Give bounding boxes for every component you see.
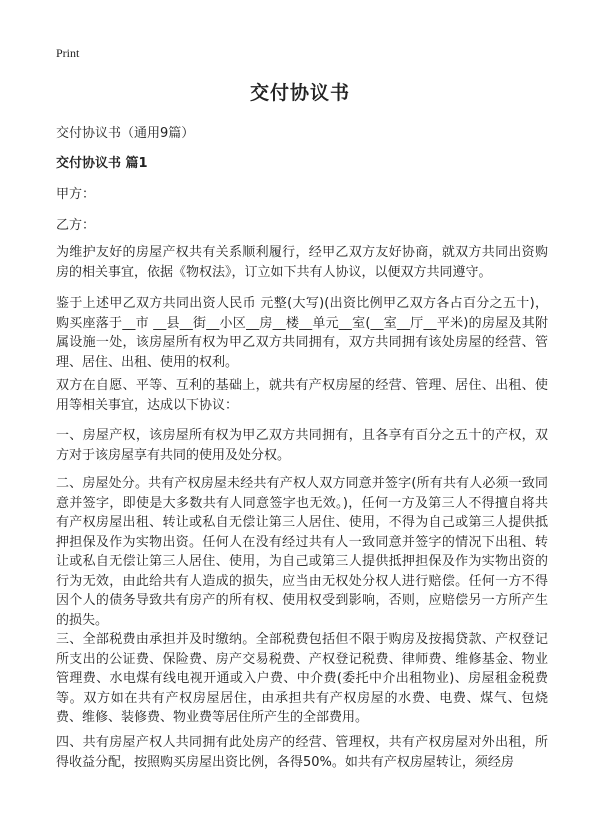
print-link[interactable]: Print bbox=[56, 46, 80, 60]
paragraph-clause-4: 四、共有房屋产权人共同拥有此处房产的经营、管理权，共有产权房屋对外出租，所得收益分配，按照购买房屋出资比例，各得50%。如共有产权房屋转让，须经房 bbox=[56, 735, 548, 770]
document-subtitle: 交付协议书（通用9篇） bbox=[56, 126, 195, 141]
party-a-label: 甲方： bbox=[56, 187, 96, 202]
paragraph-clause-2: 二、房屋处分。共有产权房屋未经共有产权人双方同意并签字(所有共有人必须一致同意并签字，即使是大多数共有人同意签字也无效。)，任何一方及第三人不得擅自将共有产权房屋出租、转让或私自无偿让第三人居住、使用，不得为自己或第三人提供抵押担保及作为实物出资。任何人在没有经过共有人一致同意并签字的情况下出租、转让或私自无偿让第三人居住、使用，为自己或第三人提供抵押担保及作为实物出资的行为无效，由此给共有人造成的损失，应当由无权处分权人进行赔偿。任何一方不得因个人的债务导致共有房产的所有权、使用权受到影响，否则，应赔偿另一方所产生的损失。 bbox=[56, 476, 548, 628]
document-title: 交付协议书 bbox=[249, 82, 350, 104]
party-b-label: 乙方： bbox=[56, 218, 96, 233]
paragraph-intro: 为维护友好的房屋产权共有关系顺利履行，经甲乙双方友好协商，就双方共同出资购房的相关事宜，依据《物权法》，订立如下共有人协议，以便双方共同遵守。 bbox=[56, 245, 548, 280]
chapter-heading: 交付协议书 篇1 bbox=[56, 156, 148, 171]
paragraph-purchase: 鉴于上述甲乙双方共同出资人民币 元整(大写)(出资比例甲乙双方各占百分之五十)，购买座落于__市 __县__街__小区__房__楼__单元__室(__室__厅__平米)的房屋及其附属设施一处，该房屋所有权为甲乙双方共同拥有，双方共同拥有该处房屋的经营、管理、居住、出租、使用的权利。 bbox=[56, 296, 548, 370]
paragraph-agreement-basis: 双方在自愿、平等、互利的基础上，就共有产权房屋的经营、管理、居住、出租、使用等相关事宜，达成以下协议： bbox=[56, 378, 548, 413]
paragraph-clause-1: 一、房屋产权，该房屋所有权为甲乙双方共同拥有，且各享有百分之五十的产权，双方对于该房屋享有共同的使用及处分权。 bbox=[56, 428, 548, 463]
paragraph-clause-3: 三、全部税费由承担并及时缴纳。全部税费包括但不限于购房及按揭贷款、产权登记所支出的公证费、保险费、房产交易税费、产权登记税费、律师费、维修基金、物业管理费、水电煤有线电视开通或入户费、中介费(委托中介出租物业)、房屋租金税费等。双方如在共有产权房屋居住，由承担共有产权房屋的水费、电费、煤气、包烧费、维修、装修费、物业费等居住所产生的全部费用。 bbox=[56, 632, 548, 725]
